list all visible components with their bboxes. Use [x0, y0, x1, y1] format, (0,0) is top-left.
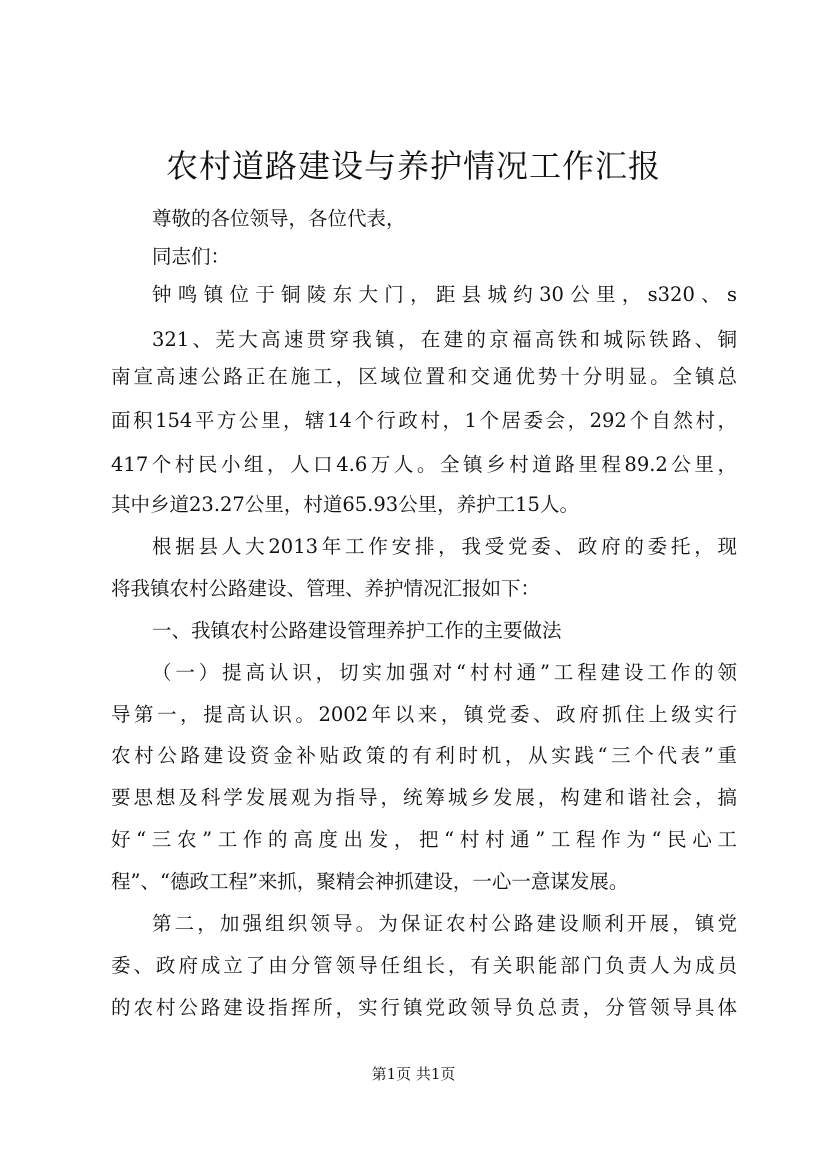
paragraph-line: 根据县人大2013年工作安排，我受党委、政府的委托，现 [152, 535, 737, 558]
paragraph-line: 其中乡道23.27公里，村道65.93公里，养护工15人。 [111, 493, 579, 516]
paragraph-line: 321、芜大高速贯穿我镇，在建的京福高铁和城际铁路、铜 [152, 328, 737, 351]
paragraph-line: 第二，加强组织领导。为保证农村公路建设顺利开展，镇党 [152, 912, 737, 935]
paragraph-line: 农村公路建设资金补贴政策的有利时机，从实践“三个代表”重 [111, 744, 737, 767]
paragraph-line: （一）提高认识，切实加强对“村村通”工程建设工作的领 [152, 661, 737, 684]
document-title: 农村道路建设与养护情况工作汇报 [165, 147, 661, 185]
paragraph-line: 导第一，提高认识。2002年以来，镇党委、政府抓住上级实行 [111, 703, 737, 726]
salutation-line: 尊敬的各位领导，各位代表， [152, 207, 406, 230]
paragraph-line: 南宣高速公路正在施工，区域位置和交通优势十分明显。全镇总 [111, 365, 737, 388]
paragraph-line: 要思想及科学发展观为指导，统筹城乡发展，构建和谐社会，搞 [111, 786, 737, 809]
salutation-line: 同志们： [152, 245, 231, 268]
paragraph-line: 的农村公路建设指挥所，实行镇党政领导负总责，分管领导具体 [111, 996, 737, 1019]
paragraph-line: 将我镇农村公路建设、管理、养护情况汇报如下： [111, 577, 541, 600]
page-footer: 第1页 共1页 [371, 1065, 456, 1083]
section-heading: 一、我镇农村公路建设管理养护工作的主要做法 [152, 619, 562, 642]
paragraph-line: 好“三农”工作的高度出发，把“村村通”工程作为“民心工 [111, 828, 737, 851]
paragraph-line: 程”、“德政工程”来抓，聚精会神抓建设，一心一意谋发展。 [111, 870, 629, 893]
paragraph-line: 417个村民小组，人口4.6万人。全镇乡村道路里程89.2公里， [111, 453, 737, 476]
paragraph-line: 面积154平方公里，辖14个行政村，1个居委会，292个自然村， [111, 409, 737, 432]
paragraph-line: 钟鸣镇位于铜陵东大门，距县城约30公里，s320、s [152, 283, 737, 306]
paragraph-line: 委、政府成立了由分管领导任组长，有关职能部门负责人为成员 [111, 954, 737, 977]
